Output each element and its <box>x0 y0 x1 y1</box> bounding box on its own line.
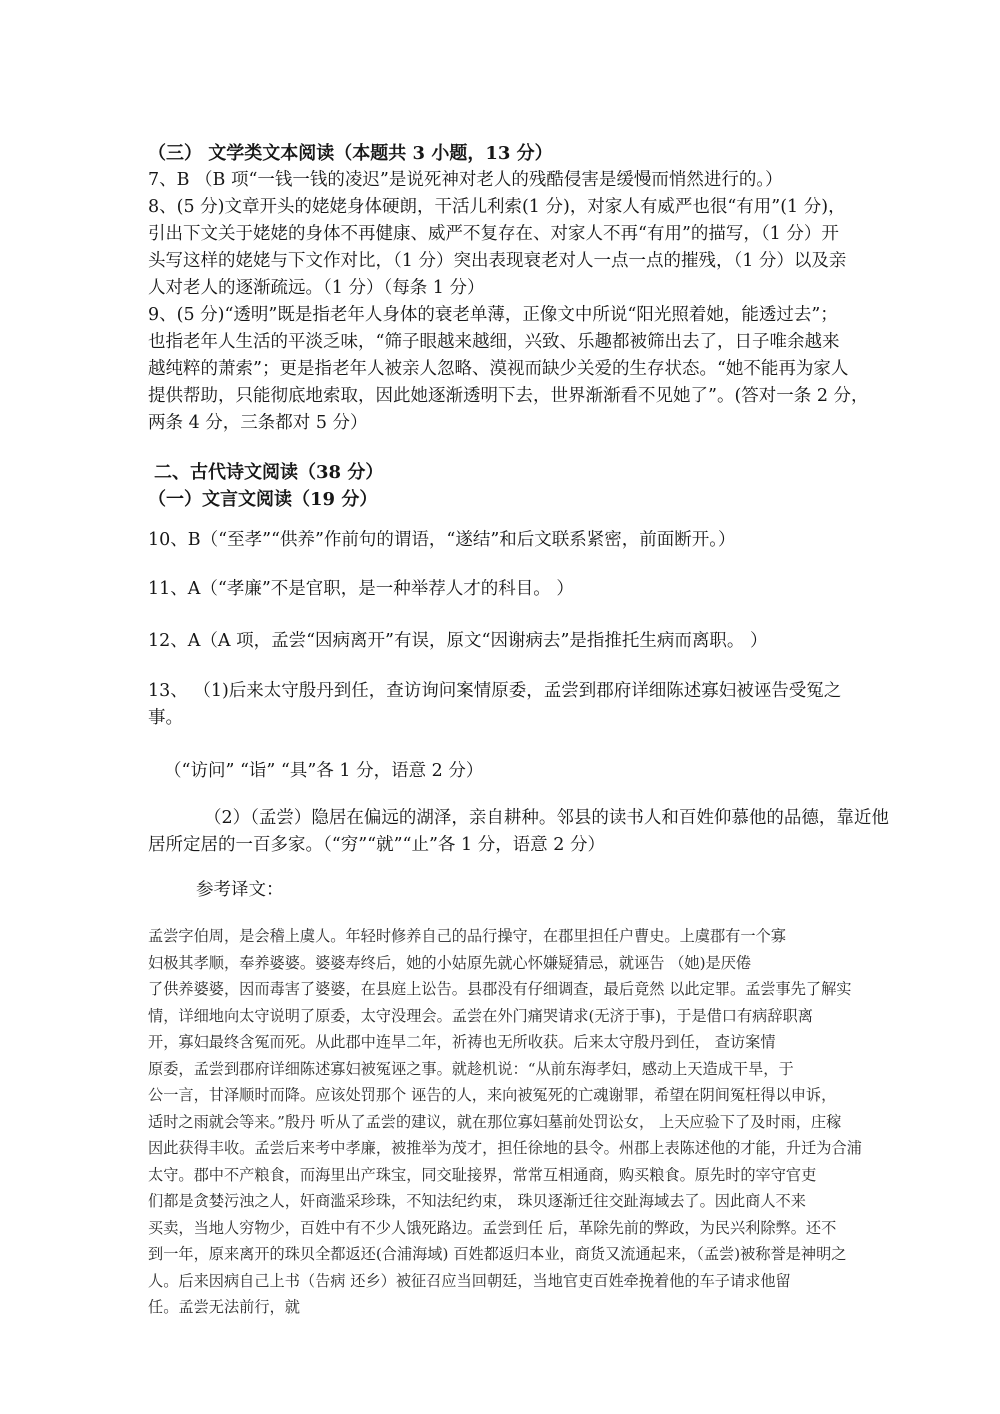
reference-translation-label: 参考译文： <box>196 880 284 900</box>
reference-translation <box>148 923 860 1321</box>
answer-10: 10、B（“至孝”“供养”作前句的谓语，“遂结”和后文联系紧密，前面断开。） <box>148 530 736 550</box>
text-line: 因此获得丰收。孟尝后来考中孝廉，被推举为茂才，担任徐地的县令。州郡上表陈述他的才能，升迁为合浦 <box>148 1139 862 1157</box>
text-line: 引出下文关于姥姥的身体不再健康、威严不复存在、对家人不再“有用”的描写，（1 分）开 <box>148 224 839 244</box>
text-line: 情，详细地向太守说明了原委，太守没理会。孟尝在外门痛哭请求(无济于事)，于是借口有病辞职离 <box>148 1006 813 1025</box>
text-line: 孟尝字伯周，是会稽上虞人。年轻时修养自己的品行操守，在郡里担任户曹史。上虞郡有一个寡 <box>148 927 786 945</box>
text-line: 公一言，甘泽顺时而降。应该处罚那个 诬告的人，来向被冤死的亡魂谢罪，希望在阴间冤枉得以申诉， <box>148 1086 837 1104</box>
text-line: 任。孟尝无法前行，就 <box>148 1298 300 1316</box>
answer-13-part1-note: （“访问” “诣” “具”各 1 分，语意 2 分） <box>164 761 484 781</box>
answer-13-part2 <box>148 805 889 859</box>
text-line: 到一年，原来离开的珠贝全都返还(合浦海域) 百姓都返归本业，商货又流通起来，（孟尝)被称誉是神明之 <box>148 1245 847 1263</box>
text-line: 适时之雨就会等来。”殷丹 听从了孟尝的建议，就在那位寡妇墓前处罚讼女， 上天应验下了及时雨，庄稼 <box>148 1112 842 1131</box>
answer-13-part1: 13、 （1)后来太守殷丹到任，查访询问案情原委，孟尝到郡府详细陈述寡妇被诬告受冤之事。 <box>148 681 842 728</box>
text-line: 提供帮助，只能彻底地索取，因此她逐渐透明下去，世界渐渐看不见她了”。(答对一条 2 分， <box>148 386 869 406</box>
answer-12: 12、A（A 项，孟尝“因病离开”有误，原文“因谢病去”是指推托生病而离职。 ） <box>148 631 768 651</box>
section2-heading: 二、古代诗文阅读（38 分） <box>154 462 384 483</box>
text-line: 人。后来因病自己上书（告病 还乡）被征召应当回朝廷，当地官吏百姓牵挽着他的车子请求他留 <box>148 1271 791 1290</box>
text-line: 们都是贪婪污浊之人，奸商滥采珍珠，不知法纪约束， 珠贝逐渐迁往交趾海域去了。因此商人不来 <box>148 1192 806 1210</box>
text-line: 太守。郡中不产粮食，而海里出产珠宝，同交耻接界，常常互相通商，购买粮食。原先时的宰守官吏 <box>148 1165 817 1184</box>
text-line: 开，寡妇最终含冤而死。从此郡中连旱二年，祈祷也无所收获。后来太守殷丹到任， 查访案情 <box>148 1033 776 1051</box>
text-line: 9、(5 分)“透明”既是指老年人身体的衰老单薄，正像文中所说“阳光照着她，能透过去”； <box>148 305 838 325</box>
text-line: 两条 4 分，三条都对 5 分） <box>148 413 368 433</box>
text-line: 头写这样的姥姥与下文作对比，（1 分）突出表现衰老对人一点一点的摧残，（1 分）以及亲 <box>148 251 847 271</box>
answer-11: 11、A（“孝廉”不是官职，是一种举荐人才的科目。 ） <box>148 579 574 599</box>
text-line: （2）（孟尝）隐居在偏远的湖泽，亲自耕种。邻县的读书人和百姓仰慕他的品德，靠近他 <box>204 808 889 828</box>
text-line: 了供养婆婆，因而毒害了婆婆，在县庭上讼告。县郡没有仔细调查，最后竟然 以此定罪。孟尝事先了解实 <box>148 980 852 998</box>
text-line: 也指老年人生活的平淡乏味，“筛子眼越来越细，兴致、乐趣都被筛出去了，日子唯余越来 <box>148 332 840 352</box>
section2-headings <box>148 459 860 513</box>
answer-7: 7、B （B 项“一钱一钱的凌迟”是说死神对老人的残酷侵害是缓慢而悄然进行的。） <box>148 170 783 190</box>
answer-9 <box>148 302 869 437</box>
text-line: 买卖，当地人穷物少，百姓中有不少人饿死路边。孟尝到任 后，革除先前的弊政，为民兴利除弊。还不 <box>148 1218 837 1237</box>
section2-sub-heading: （一）文言文阅读（19 分） <box>148 489 378 510</box>
text-line: 人对老人的逐渐疏远。（1 分）（每条 1 分） <box>148 278 485 298</box>
text-line: 越纯粹的萧索”；更是指老年人被亲人忽略、漠视而缺少关爱的生存状态。“她不能再为家人 <box>148 359 849 379</box>
text-line: 妇极其孝顺，奉养婆婆。婆婆寿终后，她的小姑原先就心怀嫌疑猜忌，就诬告 （她)是厌倦 <box>148 953 752 972</box>
section3-heading: （三） 文学类文本阅读（本题共 3 小题，13 分） <box>148 143 553 164</box>
answer-8 <box>148 194 860 302</box>
text-line: 8、(5 分)文章开头的姥姥身体硬朗，干活儿利索(1 分)，对家人有威严也很“有用”(1 分)， <box>148 197 846 217</box>
text-line: 原委，孟尝到郡府详细陈述寡妇被冤诬之事。就趁机说：“从前东海孝妇，感动上天造成干旱，于 <box>148 1059 794 1078</box>
text-line: 居所定居的一百多家。（“穷”“就”“止”各 1 分，语意 2 分） <box>148 835 605 855</box>
document-content <box>148 140 889 1321</box>
